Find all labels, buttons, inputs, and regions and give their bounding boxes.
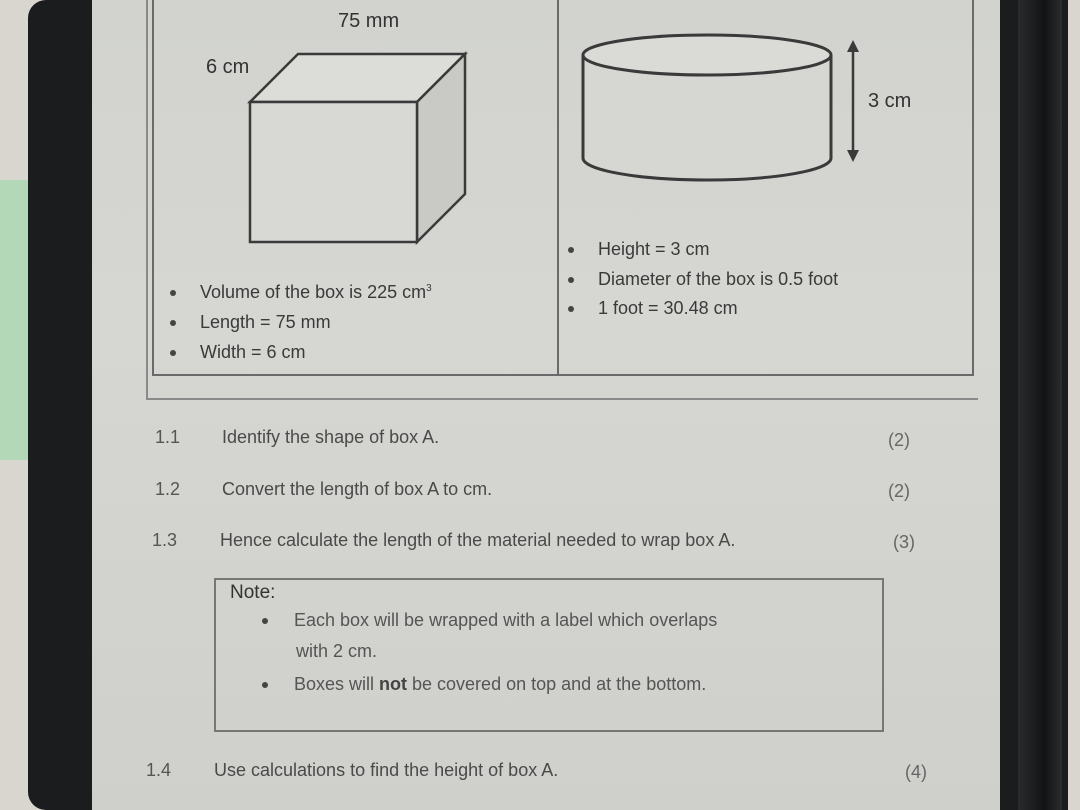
question-number: 1.2 [155, 479, 181, 499]
box-b-diameter: Diameter of the box is 0.5 foot [568, 269, 838, 290]
question-marks: (2) [888, 430, 910, 450]
phone-side-edge [1018, 0, 1062, 810]
box-a-volume: Volume of the box is 225 $cm^3$ [170, 282, 432, 303]
question-number: 1.1 [155, 427, 181, 447]
question-marks: (4) [905, 762, 927, 782]
outer-border-bottom [146, 398, 978, 400]
question-marks: (3) [893, 532, 915, 552]
question-text: Identify the shape of box A. [222, 427, 440, 447]
outer-border-left [146, 0, 148, 400]
green-background-paper [0, 180, 30, 460]
cube-width-label: 6 cm [206, 56, 250, 78]
question-marks: (2) [888, 481, 910, 501]
question-number: 1.4 [146, 760, 172, 780]
figure-divider [557, 0, 559, 374]
note-title: Note: [230, 582, 276, 603]
question-text: Convert the length of box A to cm. [222, 479, 493, 499]
box-b-height: Height = 3 cm [568, 239, 710, 260]
box-a-length: Length = 75 mm [170, 312, 331, 333]
note-item-no-cover: Boxes will not be covered on top and at the bottom. [262, 669, 706, 700]
box-a-width: Width = 6 cm [170, 342, 306, 363]
note-item-overlap-cont: with 2 cm. [296, 641, 378, 661]
question-text: Use calculations to find the height of box A. [214, 760, 559, 780]
cylinder-height-label: 3 cm [868, 90, 912, 112]
cylinder-diagram [575, 30, 875, 190]
cube-length-label: 75 mm [338, 10, 400, 32]
box-b-foot-conversion: 1 foot = 30.48 cm [568, 298, 738, 319]
cube-diagram [240, 40, 480, 250]
question-number: 1.3 [152, 530, 178, 550]
note-item-overlap: Each box will be wrapped with a label which overlaps [262, 605, 717, 636]
question-text: Hence calculate the length of the material needed to wrap box A. [220, 530, 736, 550]
